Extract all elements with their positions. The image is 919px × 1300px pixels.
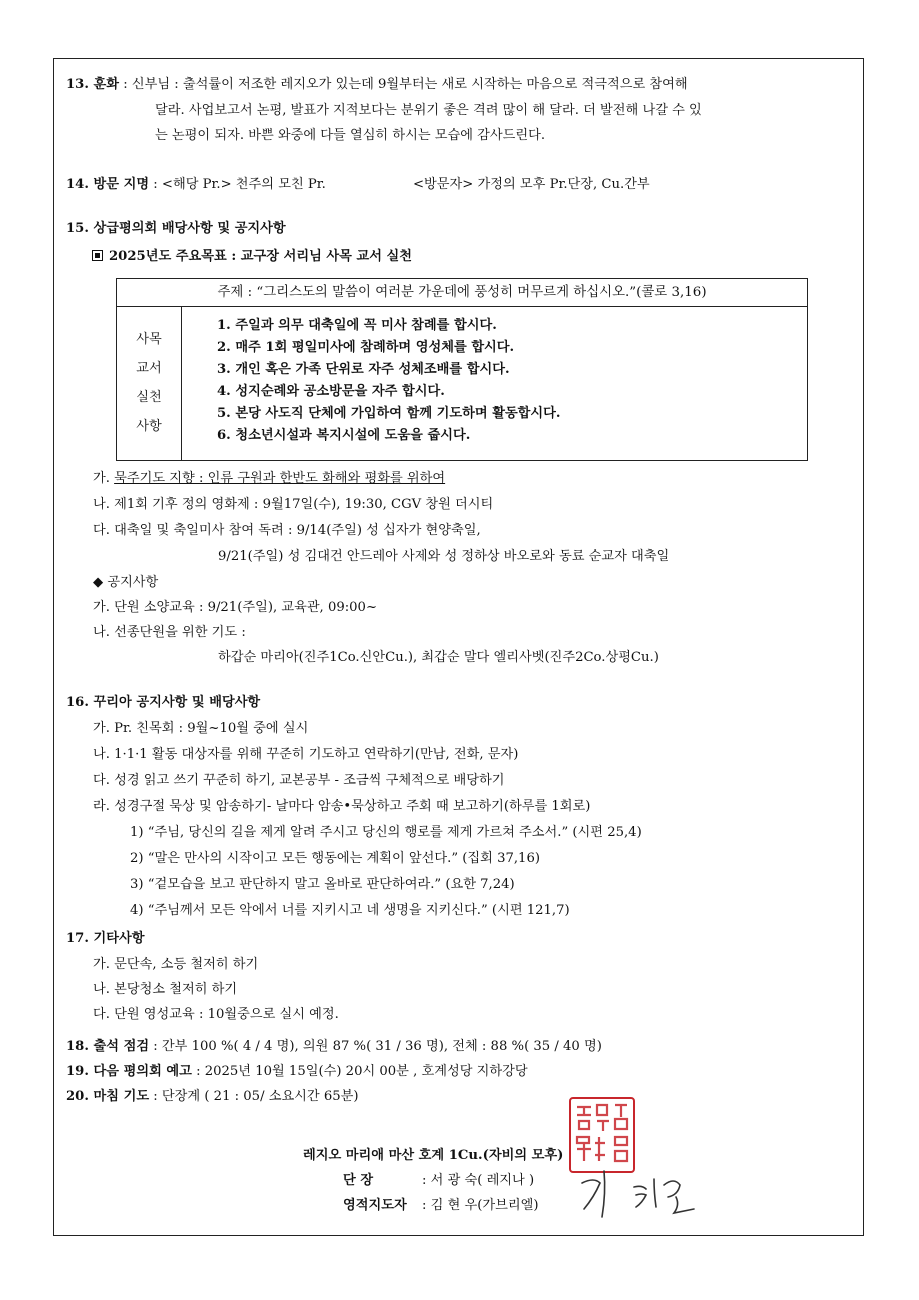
item13-label: 13. 훈화 xyxy=(66,77,120,92)
notice-heading: ◆ 공지사항 xyxy=(93,575,159,590)
goal-item: 5. 본당 사도직 단체에 가입하여 함께 기도하며 활동합시다. xyxy=(217,406,561,421)
item15-label: 15. 상급평의회 배당사항 및 공지사항 xyxy=(66,221,286,236)
item15-da2: 9/21(주일) 성 김대건 안드레아 사제와 성 정하상 바오로와 동료 순교자 대축일 xyxy=(218,549,670,564)
item16-da: 다. 성경 읽고 쓰기 꾸준히 하기, 교본공부 - 조금씩 구체적으로 배당하기 xyxy=(93,773,505,788)
item14-label: 14. 방문 지명 xyxy=(66,177,150,192)
item15-ga-text: 묵주기도 지향 : 인류 구원과 한반도 화해와 평화를 위하여 xyxy=(114,471,446,486)
item19-text: : 2025년 10월 15일(수) 20시 00분 , 호계성당 지하강당 xyxy=(196,1064,528,1079)
goals-side-label xyxy=(117,307,182,460)
goal-item: 1. 주일과 의무 대축일에 꼭 미사 참례를 합시다. xyxy=(217,318,497,333)
director-label: 영적지도자 xyxy=(343,1198,407,1213)
item15-ga xyxy=(93,470,445,488)
item17-ga: 가. 문단속, 소등 철저히 하기 xyxy=(93,957,259,972)
notice-na: 나. 선종단원을 위한 기도 : xyxy=(93,625,246,640)
item13-text: : 신부님 : 출석률이 저조한 레지오가 있는데 9월부터는 새로 시작하는 마음으로 적극적으로 참여해 xyxy=(123,77,688,92)
director-name: : 김 현 우(가브리엘) xyxy=(422,1198,539,1213)
item14 xyxy=(66,176,326,194)
goals-table xyxy=(116,278,808,461)
leader-name: : 서 광 숙( 레지나 ) xyxy=(422,1173,535,1188)
verse-item: 2) “말은 만사의 시작이고 모든 행동에는 계획이 앞선다.” (집회 37,16) xyxy=(130,851,540,866)
item13-line1 xyxy=(66,76,688,94)
side-label-3: 실천 xyxy=(136,390,162,405)
item18-text: : 간부 100 %( 4 / 4 명), 의원 87 %( 31 / 36 명), 전체 : 88 %( 35 / 40 명) xyxy=(153,1039,602,1054)
item13-line3: 는 논평이 되자. 바쁜 와중에 다들 열심히 하시는 모습에 감사드린다. xyxy=(155,128,546,143)
side-label-4: 사항 xyxy=(136,419,162,434)
item20 xyxy=(66,1088,359,1106)
item14-text: : <해당 Pr.> 천주의 모친 Pr. xyxy=(153,177,326,192)
notice-ga: 가. 단원 소양교육 : 9/21(주일), 교육관, 09:00~ xyxy=(93,600,377,615)
side-label-1: 사목 xyxy=(136,332,162,347)
verse-item: 3) “겉모습을 보고 판단하지 말고 올바로 판단하여라.” (요한 7,24) xyxy=(130,877,515,892)
square-bullet-icon xyxy=(92,250,103,261)
side-label-2: 교서 xyxy=(136,361,162,376)
verse-item: 4) “주님께서 모든 악에서 너를 지키시고 네 생명을 지키신다.” (시편 121,7) xyxy=(130,903,570,918)
leader-label: 단 장 xyxy=(343,1173,374,1188)
goal-item: 3. 개인 혹은 가족 단위로 자주 성체조배를 합시다. xyxy=(217,362,510,377)
item19-label: 19. 다음 평의회 예고 xyxy=(66,1064,192,1079)
item16-na: 나. 1·1·1 활동 대상자를 위해 꾸준히 기도하고 연락하기(만남, 전화, 문자) xyxy=(93,747,519,762)
item18-label: 18. 출석 점검 xyxy=(66,1039,150,1054)
item16-ra: 라. 성경구절 묵상 및 암송하기- 날마다 암송•묵상하고 주회 때 보고하기(하루를 1회로) xyxy=(93,799,591,814)
goals-theme: 주제 : “그리스도의 말씀이 여러분 가운데에 풍성히 머무르게 하십시오.”(콜로 3,16) xyxy=(117,279,807,307)
org-name: 레지오 마리애 마산 호계 1Cu.(자비의 모후) xyxy=(303,1148,564,1163)
item20-text: : 단장계 ( 21 : 05/ 소요시간 65분) xyxy=(153,1089,359,1104)
goal-item: 2. 매주 1회 평일미사에 참례하며 영성체를 합시다. xyxy=(217,340,515,355)
item17-da: 다. 단원 영성교육 : 10월중으로 실시 예정. xyxy=(93,1007,339,1022)
item20-label: 20. 마침 기도 xyxy=(66,1089,150,1104)
church-seal-icon xyxy=(569,1097,635,1173)
notice-na2: 하갑순 마리아(진주1Co.신안Cu.), 최갑순 말다 엘리사벳(진주2Co.상평Cu.) xyxy=(218,650,659,665)
item15-na: 나. 제1회 기후 정의 영화제 : 9월17일(수), 19:30, CGV 창원 더시티 xyxy=(93,497,494,512)
item18 xyxy=(66,1038,602,1056)
item16-ga: 가. Pr. 친목회 : 9월~10월 중에 실시 xyxy=(93,721,309,736)
item17-na: 나. 본당청소 철저히 하기 xyxy=(93,982,238,997)
item17-label: 17. 기타사항 xyxy=(66,931,145,946)
goal-line xyxy=(92,248,412,266)
item15-da1: 다. 대축일 및 축일미사 참여 독려 : 9/14(주일) 성 십자가 현양축일, xyxy=(93,523,481,538)
item16-label: 16. 꾸리아 공지사항 및 배당사항 xyxy=(66,695,261,710)
verse-item: 1) “주님, 당신의 길을 제게 알려 주시고 당신의 행로를 제게 가르쳐 주소서.” (시편 25,4) xyxy=(130,825,642,840)
item13-line2: 달라. 사업보고서 논평, 발표가 지적보다는 분위기 좋은 격려 많이 해 달라. 더 발전해 나갈 수 있 xyxy=(155,103,702,118)
item19 xyxy=(66,1063,528,1081)
goal-item: 4. 성지순례와 공소방문을 자주 합시다. xyxy=(217,384,445,399)
goal-item: 6. 청소년시설과 복지시설에 도움을 줍시다. xyxy=(217,428,471,443)
signature-icon xyxy=(578,1165,708,1225)
item14-visitor: <방문자> 가정의 모후 Pr.단장, Cu.간부 xyxy=(413,177,650,192)
goal-line-text: 2025년도 주요목표 : 교구장 서리님 사목 교서 실천 xyxy=(109,249,413,264)
item15-ga-prefix: 가. xyxy=(93,471,115,486)
